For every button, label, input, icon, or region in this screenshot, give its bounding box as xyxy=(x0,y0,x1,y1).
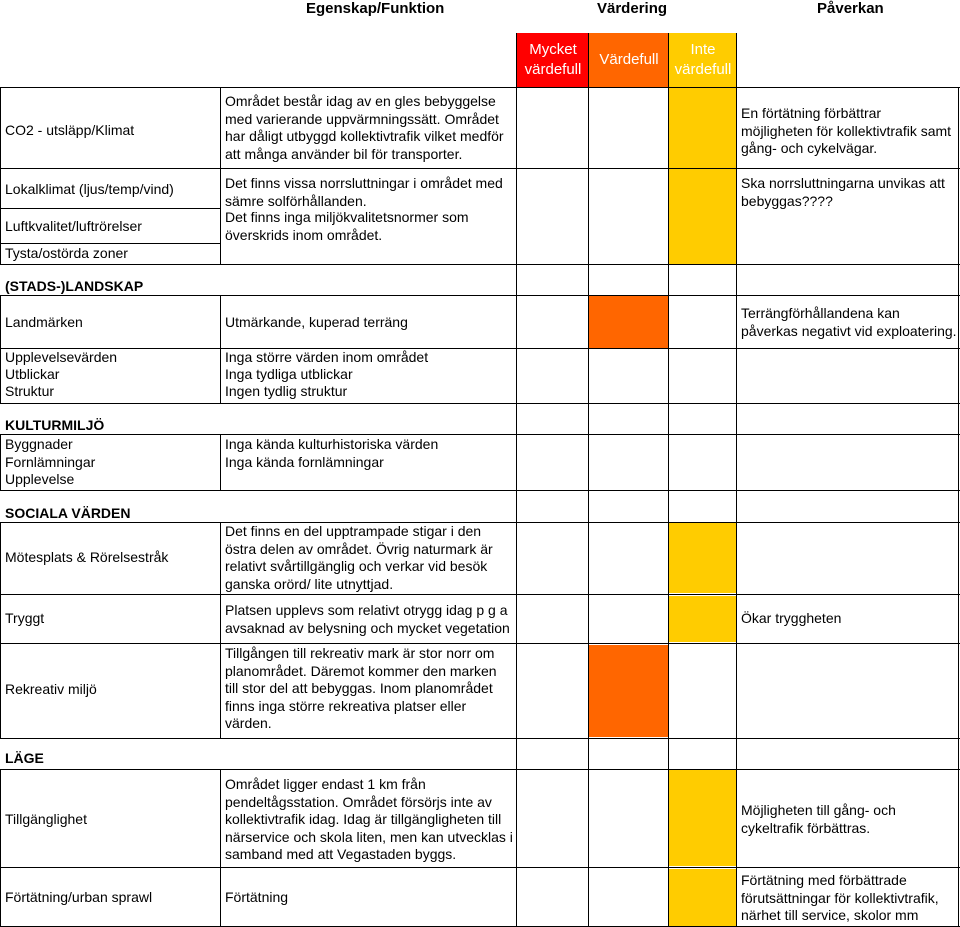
grid-line xyxy=(0,867,960,868)
label-struktur: Struktur xyxy=(5,383,55,399)
rating-fortatning xyxy=(669,869,737,927)
impact-line: förutsättningar för kollektivtrafik, xyxy=(741,889,939,906)
rating-landmarken xyxy=(589,296,669,348)
label-tysta: Tysta/ostörda zoner xyxy=(5,245,128,261)
desc-line: Det finns inga miljökvalitetsnormer som xyxy=(225,209,469,225)
grid-line xyxy=(0,87,960,88)
impact-landmarken xyxy=(741,305,957,340)
label-byggnader: Byggnader xyxy=(5,436,73,452)
label-fortatning: Förtätning/urban sprawl xyxy=(5,889,153,905)
desc-line: Platsen upplevs som relativt otrygg idag p g a xyxy=(225,602,508,618)
desc-line: avsaknad av belysning och mycket vegetation xyxy=(225,619,510,636)
label-rekreativ: Rekreativ miljö xyxy=(5,681,97,697)
grid-line xyxy=(0,434,1,490)
impact-line: Möjligheten till gång- och xyxy=(741,802,896,818)
grid-line xyxy=(220,434,221,490)
rating-tryggt xyxy=(669,596,737,642)
grid-line xyxy=(0,434,960,435)
grid-line xyxy=(0,738,960,739)
grid-line xyxy=(0,594,960,595)
desc-line: planområdet. Däremot kommer den marken xyxy=(225,662,497,679)
desc-lokalklimat xyxy=(225,175,503,210)
desc-line: ganska orörd/ lite utnyttjad. xyxy=(225,575,394,592)
desc-fornlamningar: Inga kända fornlämningar xyxy=(225,454,384,470)
impact-line: möjligheten för kollektivtrafik samt xyxy=(741,122,952,139)
col-very-valuable xyxy=(517,33,589,87)
desc-upplevelsevarden: Inga större värden inom området xyxy=(225,349,429,365)
grid-line xyxy=(516,33,517,927)
grid-line xyxy=(0,522,1,738)
desc-tillganglighet xyxy=(225,776,513,864)
grid-line xyxy=(0,295,960,296)
impact-co2 xyxy=(741,105,951,158)
label-luftkvalitet: Luftkvalitet/luftrörelser xyxy=(5,218,142,234)
grid-line xyxy=(0,643,960,644)
desc-line: finns inga större rekreativa platser eller xyxy=(225,697,467,714)
section-sociala: SOCIALA VÄRDEN xyxy=(5,505,131,521)
desc-line: sämre solförhållanden. xyxy=(225,192,367,209)
section-kultur: KULTURMILJÖ xyxy=(5,417,105,433)
grid-line xyxy=(220,522,221,738)
impact-line: påverkas negativt vid exploatering. xyxy=(741,322,957,339)
desc-line: östra delen av området. Övrig naturmark är xyxy=(225,540,493,557)
col-very-line2: värdefull xyxy=(524,61,582,78)
label-upplevelse: Upplevelse xyxy=(5,471,75,487)
desc-line: samband med att Vegastaden byggs. xyxy=(225,846,457,862)
grid-line xyxy=(0,243,220,244)
grid-line xyxy=(0,403,960,404)
col-not-valuable xyxy=(669,33,737,87)
section-lage: LÄGE xyxy=(5,750,44,766)
desc-line: värden. xyxy=(225,715,272,731)
header-property: Egenskap/Funktion xyxy=(306,0,445,17)
col-not-line1: Inte xyxy=(690,41,716,58)
grid-line xyxy=(668,33,669,927)
desc-struktur: Ingen tydlig struktur xyxy=(225,383,348,399)
label-upplevelsevarden: Upplevelsevärden xyxy=(5,349,118,365)
col-valuable-label: Värdefull xyxy=(599,51,659,68)
grid-line xyxy=(0,490,960,491)
desc-motesplats xyxy=(225,523,493,593)
desc-line: Tillgången till rekreativ mark är stor norr om xyxy=(225,645,495,661)
desc-line: med varierande uppvärmningssätt. Området xyxy=(225,110,499,127)
label-tryggt: Tryggt xyxy=(5,610,45,626)
label-motesplats: Mötesplats & Rörelsestråk xyxy=(5,549,169,565)
desc-line: närservice och skola liten, men kan utvecklas i xyxy=(225,828,513,845)
impact-line: Förtätning med förbättrade xyxy=(741,872,907,888)
impact-line: Ska norrsluttningarna unvikas att xyxy=(741,175,945,191)
desc-luftkvalitet xyxy=(225,209,469,244)
desc-line: Det finns vissa norrsluttningar i området med xyxy=(225,175,503,191)
impact-line: bebyggas???? xyxy=(741,192,833,209)
rating-motesplats xyxy=(669,523,737,593)
rating-tillganglighet xyxy=(669,770,737,866)
label-utblickar: Utblickar xyxy=(5,366,60,382)
col-not-line2: värdefull xyxy=(674,61,732,78)
impact-line: cykeltrafik förbättras. xyxy=(741,819,871,836)
desc-line: Det finns en del upptrampade stigar i den xyxy=(225,523,482,539)
desc-rekreativ xyxy=(225,645,497,733)
desc-fortatning: Förtätning xyxy=(225,889,289,905)
desc-co2 xyxy=(225,93,504,163)
desc-line: överskrids inom området. xyxy=(225,226,383,243)
grid-line xyxy=(0,769,960,770)
col-very-line1: Mycket xyxy=(529,41,577,58)
desc-byggnader: Inga kända kulturhistoriska värden xyxy=(225,436,439,452)
col-valuable xyxy=(589,33,669,87)
grid-line xyxy=(0,769,1,927)
section-landskap: (STADS-)LANDSKAP xyxy=(5,278,144,294)
grid-line xyxy=(0,168,960,169)
desc-line: att många använder bil för transporter. xyxy=(225,145,463,162)
impact-tryggt: Ökar tryggheten xyxy=(741,610,842,626)
impact-lokalklimat xyxy=(741,175,945,210)
grid-line xyxy=(0,264,960,265)
header-assessment: Värdering xyxy=(597,0,668,17)
grid-line xyxy=(220,87,221,265)
desc-landmarken: Utmärkande, kuperad terräng xyxy=(225,314,408,330)
desc-line: till stor del att bebyggas. Inom planområdet xyxy=(225,680,493,696)
desc-line: kollektivtrafik idag. Idag är tillgängligheten till xyxy=(225,811,502,827)
grid-line xyxy=(220,769,221,927)
desc-line: relativt svårtillgänglig och verkar vid besök xyxy=(225,558,488,574)
grid-line xyxy=(220,295,221,403)
desc-line: Området ligger endast 1 km från xyxy=(225,776,426,792)
desc-utblickar: Inga tydliga utblickar xyxy=(225,366,353,382)
label-tillganglighet: Tillgänglighet xyxy=(5,811,87,827)
label-co2: CO2 - utsläpp/Klimat xyxy=(5,122,135,138)
impact-line: Terrängförhållandena kan xyxy=(741,305,900,321)
desc-line: pendeltågsstation. Området försörjs inte av xyxy=(225,793,492,810)
header-impact: Påverkan xyxy=(817,0,884,17)
impact-tillganglighet xyxy=(741,802,896,837)
label-fornlamningar: Fornlämningar xyxy=(5,454,96,470)
grid-line xyxy=(0,295,1,403)
grid-line xyxy=(0,87,1,265)
desc-line: har dåligt utbyggd kollektivtrafik vilket medför xyxy=(225,128,504,144)
grid-line xyxy=(736,33,737,927)
label-lokalklimat: Lokalklimat (ljus/temp/vind) xyxy=(5,181,174,197)
impact-line: En förtätning förbättrar xyxy=(741,105,882,121)
label-landmarken: Landmärken xyxy=(5,314,83,330)
impact-line: gång- och cykelvägar. xyxy=(741,140,878,156)
desc-line: Området består idag av en gles bebyggelse xyxy=(225,93,496,109)
impact-line: närhet till service, skolor mm xyxy=(741,907,919,923)
rating-klimat-block xyxy=(669,88,737,265)
grid-line xyxy=(0,208,220,209)
grid-line xyxy=(588,33,589,927)
desc-tryggt xyxy=(225,602,510,637)
grid-line xyxy=(958,87,959,927)
grid-line xyxy=(0,348,960,349)
rating-rekreativ xyxy=(589,645,669,737)
impact-fortatning xyxy=(741,872,939,925)
